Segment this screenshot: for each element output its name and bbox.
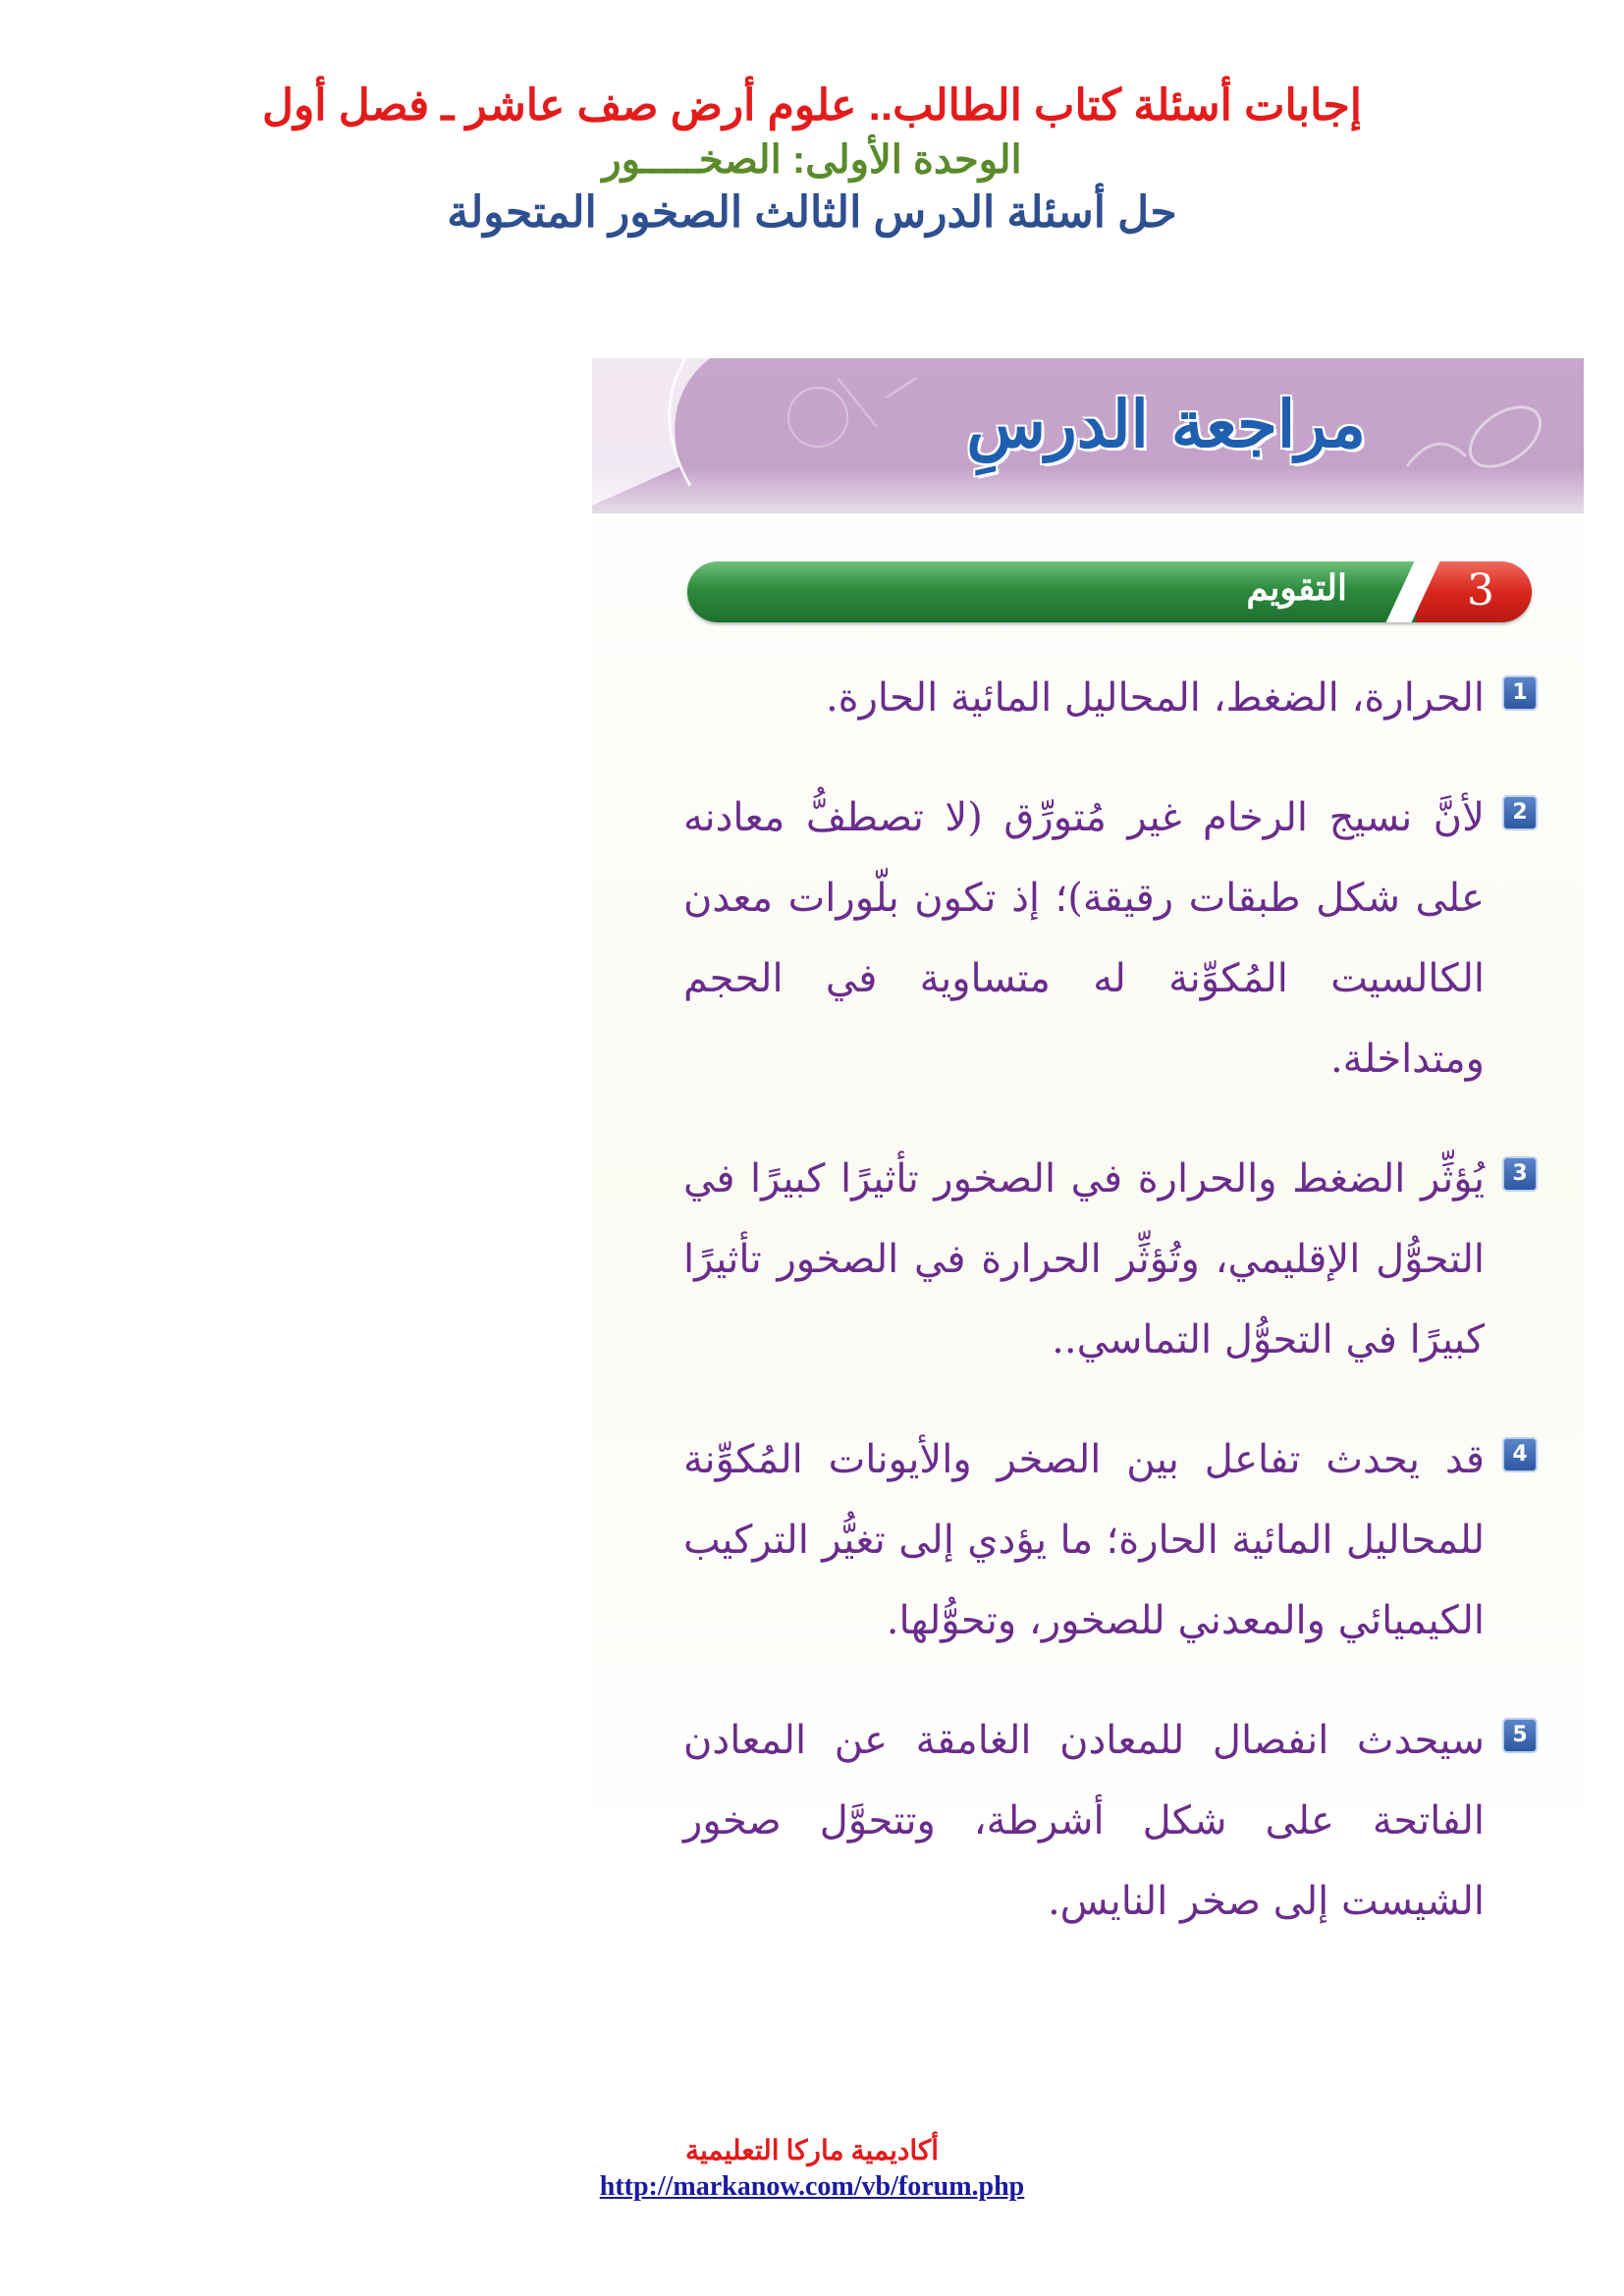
- answer-text: يُؤثِّر الضغط والحرارة في الصخور تأثيرًا كبيرًا في التحوُّل الإقليمي، وتُؤثِّر الحرارة في الصخور تأثيرًا كبيرًا في التحوُّل التماسي..: [683, 1156, 1486, 1362]
- answer-number-badge: 1: [1502, 675, 1538, 711]
- review-banner: [592, 358, 1584, 513]
- answer-number-badge: 4: [1502, 1437, 1538, 1472]
- evaluation-section-bar: [687, 561, 1532, 622]
- section-number: 3: [1467, 565, 1494, 615]
- section-label: التقويم: [1246, 567, 1347, 609]
- answer-text: سيحدث انفصال للمعادن الغامقة عن المعادن الفاتحة على شكل أشرطة، وتتحوَّل صخور الشيست إلى صخر النايس.: [683, 1718, 1486, 1924]
- lesson-review-panel: [592, 358, 1584, 1924]
- academy-name: أكاديمية ماركا التعليمية: [684, 2136, 940, 2166]
- page-footer: [0, 2134, 1624, 2203]
- document-title: إجابات أسئلة كتاب الطالب.. علوم أرض صف عاشر ـ فصل أول: [262, 81, 1362, 130]
- answer-item: [683, 658, 1538, 738]
- answer-item: [683, 777, 1538, 1099]
- answer-item: [683, 1419, 1538, 1661]
- answer-text: الحرارة، الضغط، المحاليل المائية الحارة.: [825, 675, 1485, 721]
- review-title: مراجعة الدرسِ: [966, 386, 1366, 462]
- forum-link[interactable]: http://markanow.com/vb/forum.php: [599, 2171, 1025, 2202]
- answer-item: [683, 1139, 1538, 1380]
- answer-number-badge: 2: [1502, 795, 1538, 830]
- answer-number-badge: 3: [1502, 1156, 1538, 1192]
- lesson-title: حل أسئلة الدرس الثالث الصخور المتحولة: [447, 187, 1177, 237]
- answer-text: قد يحدث تفاعل بين الصخر والأيونات المُكوِّنة للمحاليل المائية الحارة؛ ما يؤدي إلى تغيُّر التركيب الكيميائي والمعدني للصخور، وتحوُّلها.: [683, 1437, 1486, 1643]
- unit-title: الوحدة الأولى: الصخـــــور: [602, 137, 1022, 182]
- answer-item: [683, 1700, 1538, 1942]
- answer-text: لأنَّ نسيج الرخام غير مُتورِّق (لا تصطفُّ معادنه على شكل طبقات رقيقة)؛ إذ تكون بلّورات معدن الكالسيت المُكوِّنة له متساوية في الحجم ومتداخلة.: [683, 795, 1485, 1082]
- page-header: [0, 80, 1624, 240]
- answer-number-badge: 5: [1502, 1718, 1538, 1753]
- answers-list: [683, 658, 1538, 1981]
